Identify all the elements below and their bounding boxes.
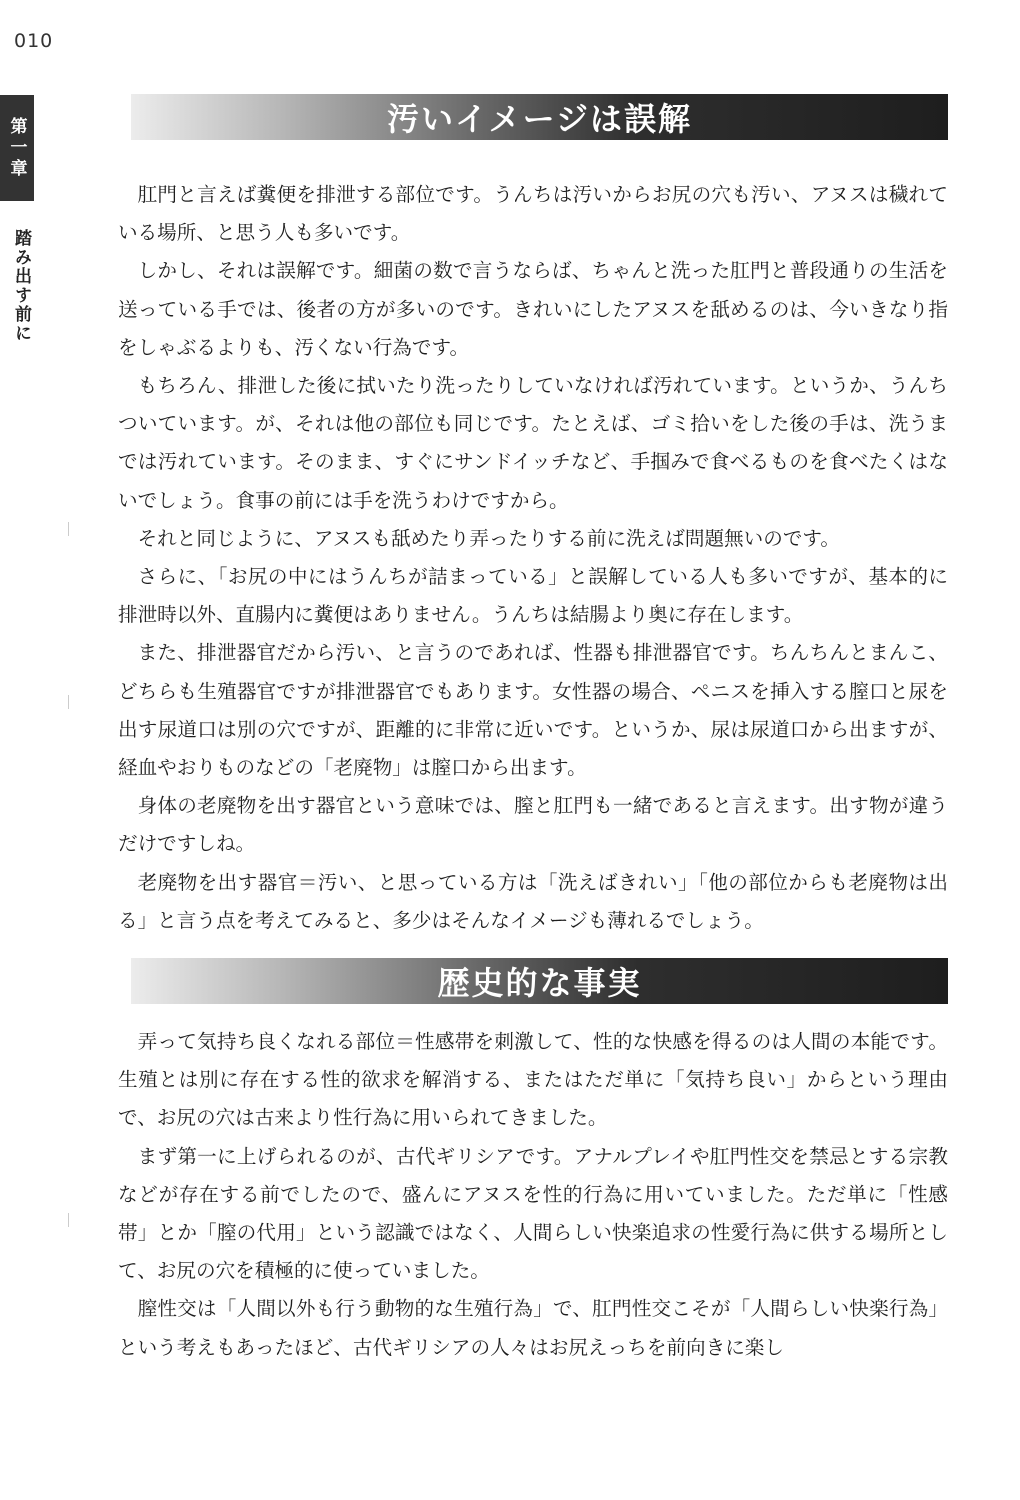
paragraph: さらに、「お尻の中にはうんちが詰まっている」と誤解している人も多いですが、基本的に排泄時以外、直腸内に糞便はありません。うんちは結腸より奥に存在します。 <box>118 565 948 627</box>
page-number: 010 <box>14 30 54 52</box>
paragraph: 身体の老廃物を出す器官という意味では、膣と肛門も一緒であると言えます。出す物が違うだけですしね。 <box>118 794 948 856</box>
paragraph: しかし、それは誤解です。細菌の数で言うならば、ちゃんと洗った肛門と普段通りの生活を送っている手では、後者の方が多いのです。きれいにしたアヌスを舐めるのは、今いきなり指をしゃぶるよりも、汚くない行為です。 <box>118 259 948 359</box>
section-heading-1 <box>131 94 948 140</box>
chapter-tab: 第一章 <box>0 95 34 201</box>
paragraph: もちろん、排泄した後に拭いたり洗ったりしていなければ汚れています。というか、うんちついています。が、それは他の部位も同じです。たとえば、ゴミ拾いをした後の手は、洗うまでは汚れています。そのまま、すぐにサンドイッチなど、手掴みで食べるものを食べたくはないでしょう。食事の前には手を洗うわけですから。 <box>118 374 948 512</box>
paragraph: 老廃物を出す器官＝汚い、と思っている方は「洗えばきれい」「他の部位からも老廃物は出る」と言う点を考えてみると、多少はそんなイメージも薄れるでしょう。 <box>118 870 948 932</box>
paragraph: また、排泄器官だから汚い、と言うのであれば、性器も排泄器官です。ちんちんとまんこ、どちらも生殖器官ですが排泄器官でもあります。女性器の場合、ペニスを挿入する膣口と尿を出す尿道口は別の穴ですが、距離的に非常に近いです。というか、尿は尿道口から出ますが、経血やおりものなどの「老廃物」は膣口から出ます。 <box>118 641 948 780</box>
section-heading-text: 汚いイメージは誤解 <box>386 100 693 138</box>
paragraph: 肛門と言えば糞便を排泄する部位です。うんちは汚いからお尻の穴も汚い、アヌスは穢れている場所、と思う人も多いです。 <box>118 183 948 245</box>
section-heading-text: 歴史的な事実 <box>437 964 642 1002</box>
paragraph: それと同じように、アヌスも舐めたり弄ったりする前に洗えば問題無いのです。 <box>137 526 841 550</box>
section-heading-2 <box>131 958 948 1004</box>
paragraph: 膣性交は「人間以外も行う動物的な生殖行為」で、肛門性交こそが「人間らしい快楽行為」という考えもあったほど、古代ギリシアの人々はお尻えっちを前向きに楽し <box>118 1297 948 1359</box>
margin-mark <box>68 1213 69 1227</box>
section-body-1 <box>118 176 948 940</box>
margin-mark <box>68 695 69 709</box>
section-body-2 <box>118 1023 948 1367</box>
paragraph: まず第一に上げられるのが、古代ギリシアです。アナルプレイや肛門性交を禁忌とする宗教などが存在する前でしたので、盛んにアヌスを性的行為に用いていました。ただ単に「性感帯」とか「膣の代用」という認識ではなく、人間らしい快楽追求の性愛行為に供する場所として、お尻の穴を積極的に使っていました。 <box>118 1144 948 1283</box>
margin-mark <box>68 522 69 536</box>
paragraph: 弄って気持ち良くなれる部位＝性感帯を刺激して、性的な快感を得るのは人間の本能です。生殖とは別に存在する性的欲求を解消する、またはただ単に「気持ち良い」からという理由で、お尻の穴は古来より性行為に用いられてきました。 <box>118 1030 948 1130</box>
section-tab: 踏み出す前に <box>11 229 31 343</box>
